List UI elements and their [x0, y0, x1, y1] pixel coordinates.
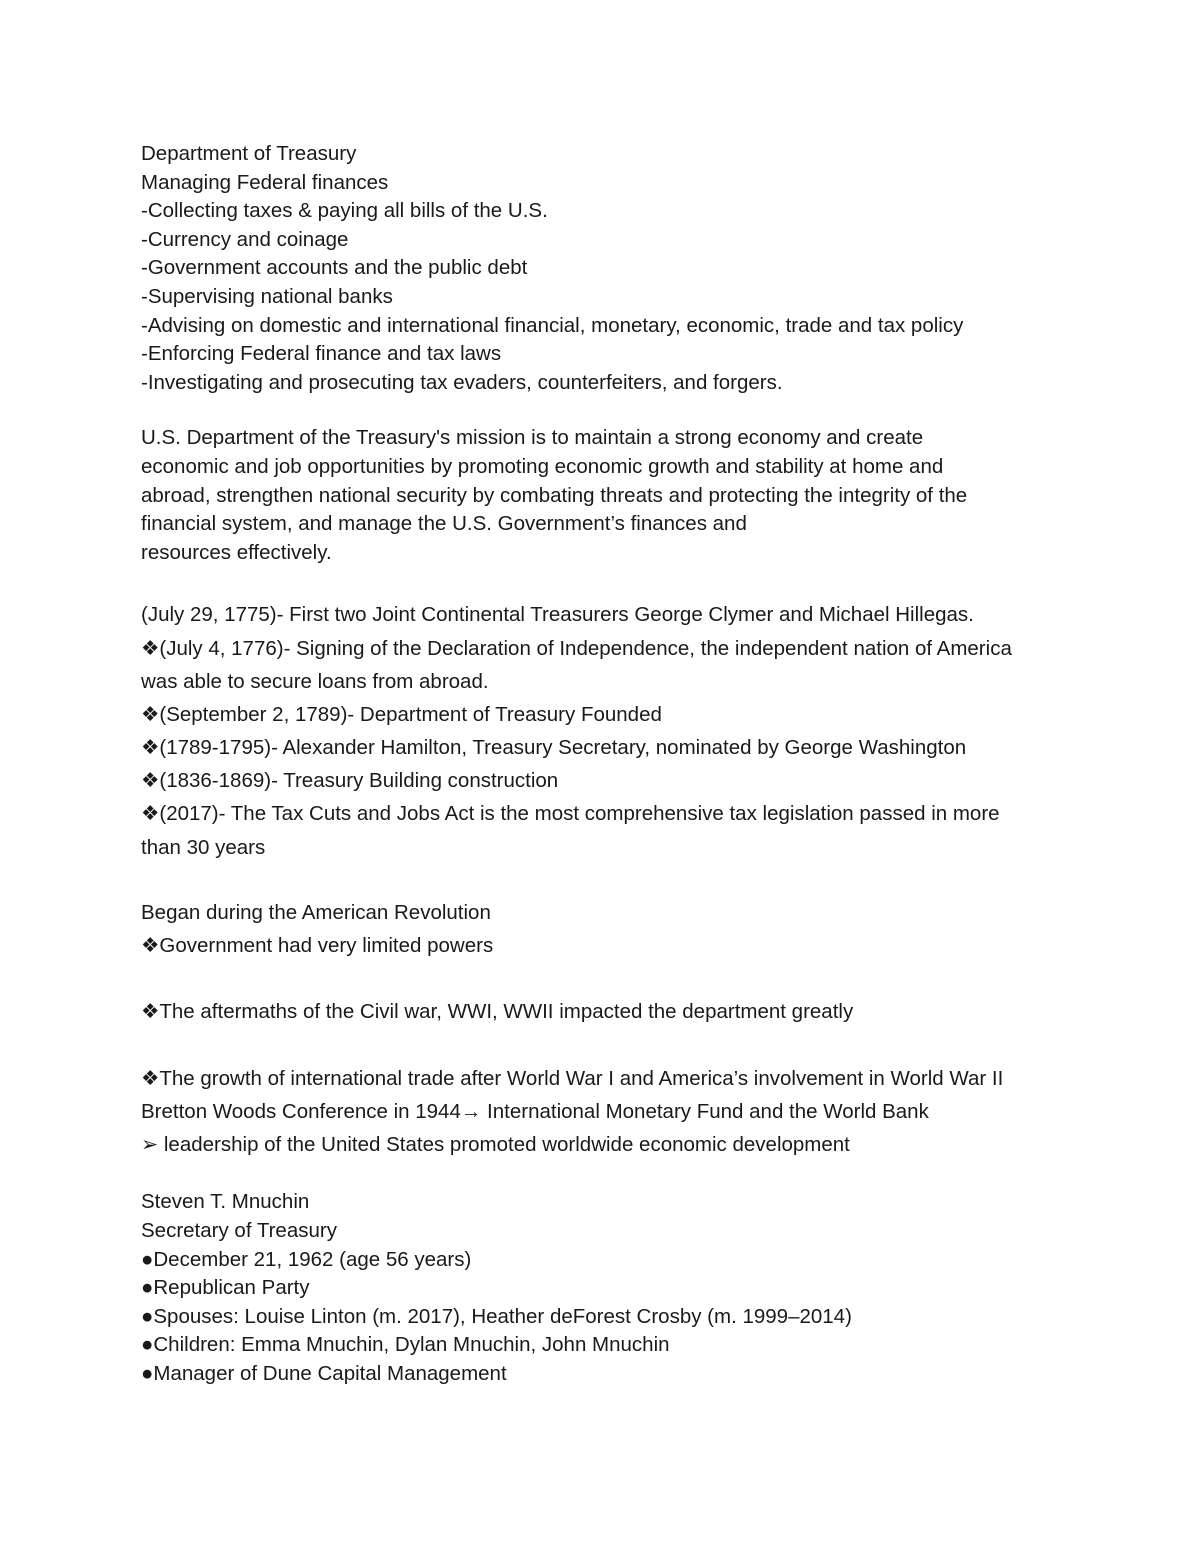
secretary-section — [141, 1188, 1101, 1388]
document-title: Department of Treasury — [141, 142, 357, 165]
secretary-fact: ●December 21, 1962 (age 56 years) — [141, 1247, 472, 1271]
mission-line: economic and job opportunities by promoting economic growth and stability at home and — [141, 454, 944, 478]
secretary-fact: ●Manager of Dune Capital Management — [141, 1361, 507, 1385]
secretary-role: Secretary of Treasury — [141, 1218, 337, 1242]
duty-item: -Investigating and prosecuting tax evaders, counterfeiters, and forgers. — [141, 370, 783, 394]
paragraph-gap — [141, 1161, 1101, 1188]
duty-item: -Collecting taxes & paying all bills of the U.S. — [141, 199, 548, 223]
history-heading: Began during the American Revolution — [141, 900, 491, 924]
secretary-fact: ●Republican Party — [141, 1276, 310, 1300]
document-subtitle: Managing Federal finances — [141, 170, 389, 194]
timeline-item: (July 29, 1775)- First two Joint Continental Treasurers George Clymer and Michael Hillegas. — [141, 603, 974, 627]
secretary-name: Steven T. Mnuchin — [141, 1190, 310, 1214]
duty-item: -Government accounts and the public debt — [141, 256, 528, 280]
duty-item: -Advising on domestic and international financial, monetary, economic, trade and tax policy — [141, 313, 964, 337]
mission-line: financial system, and manage the U.S. Government’s finances and — [141, 512, 747, 536]
timeline-item: ❖(2017)- The Tax Cuts and Jobs Act is the most comprehensive tax legislation passed in more — [141, 802, 1000, 826]
mission-line: resources effectively. — [141, 540, 332, 564]
timeline-item-continued: was able to secure loans from abroad. — [141, 669, 489, 693]
mission-line: abroad, strengthen national security by combating threats and protecting the integrity of the — [141, 483, 968, 507]
timeline-item: ❖(July 4, 1776)- Signing of the Declaration of Independence, the independent nation of America — [141, 636, 1012, 660]
timeline-item-continued: than 30 years — [141, 835, 266, 859]
paragraph-gap — [141, 567, 1101, 598]
timeline-section — [141, 598, 1101, 864]
secretary-fact: ●Spouses: Louise Linton (m. 2017), Heather deForest Crosby (m. 1999–2014) — [141, 1304, 852, 1328]
timeline-item: ❖(1789-1795)- Alexander Hamilton, Treasury Secretary, nominated by George Washington — [141, 736, 967, 760]
history-item: Bretton Woods Conference in 1944→ International Monetary Fund and the World Bank — [141, 1099, 929, 1123]
treasury-duties-section — [141, 140, 1101, 397]
mission-paragraph — [141, 424, 1101, 567]
mission-line: U.S. Department of the Treasury's mission is to maintain a strong economy and create — [141, 426, 924, 450]
document-page — [141, 140, 1101, 1388]
duty-item: -Currency and coinage — [141, 227, 349, 251]
history-item: ❖Government had very limited powers — [141, 934, 494, 957]
paragraph-gap — [141, 864, 1101, 896]
duty-item: -Supervising national banks — [141, 284, 393, 308]
timeline-item: ❖(September 2, 1789)- Department of Treasury Founded — [141, 702, 662, 726]
history-item: ➢ leadership of the United States promoted worldwide economic development — [141, 1133, 850, 1157]
history-item: ❖The aftermaths of the Civil war, WWI, WWII impacted the department greatly — [141, 1000, 854, 1024]
history-section — [141, 896, 1101, 1162]
paragraph-gap — [141, 397, 1101, 424]
history-spacer — [141, 1029, 1101, 1062]
secretary-fact: ●Children: Emma Mnuchin, Dylan Mnuchin, John Mnuchin — [141, 1333, 670, 1357]
timeline-item: ❖(1836-1869)- Treasury Building construction — [141, 769, 559, 793]
history-item: ❖The growth of international trade after World War I and America’s involvement in World War II — [141, 1066, 1004, 1090]
history-spacer — [141, 962, 1101, 995]
duty-item: -Enforcing Federal finance and tax laws — [141, 342, 502, 366]
